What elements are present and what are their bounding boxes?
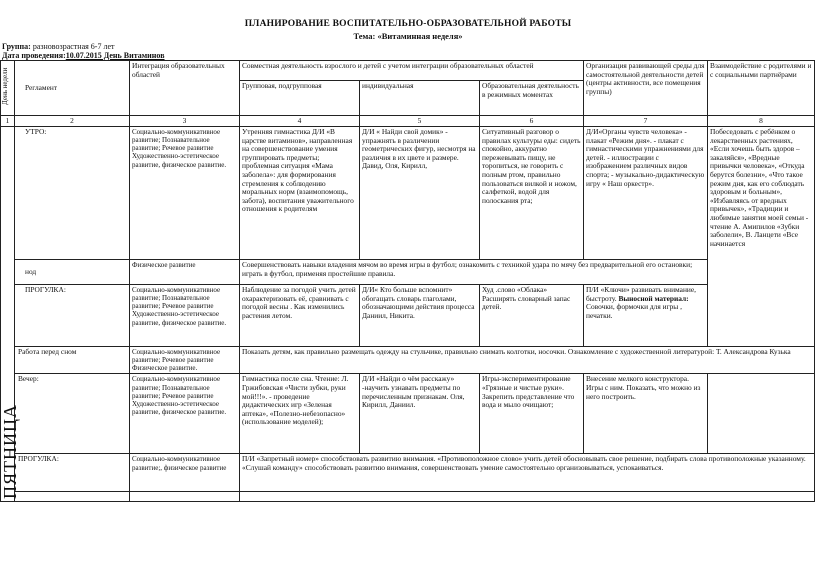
walk-environment (584, 285, 708, 347)
col-number: 3 (130, 116, 240, 127)
morning-environment: Д/И«Органы чувств человека» - плакат «Режим дня». - плакат с гимнастическими упражнениями для детей. - иллюстрации с изображением различных видов спорта; - музыкально-дидактическую игру « Наш оркестр». (584, 127, 708, 260)
column-numbers-row (1, 116, 815, 127)
col-number: 5 (360, 116, 480, 127)
group-line (2, 42, 115, 51)
day-header-cell (1, 61, 15, 116)
evening-group-activity: Гимнастика после сна. Чтение: Л. Гржибовская «Чисти зубки, руки мой!!!». - проведение дидактических игр «Зеленая аптека», «Полезно-небезопасно» (использование моделей); (240, 374, 360, 454)
day-cell (0, 127, 20, 502)
walk2-regulation: ПРОГУЛКА: (15, 454, 130, 492)
plan-table (0, 60, 815, 502)
parents-interaction: Побеседовать с ребёнком о лекарственных растениях, «Если хочешь быть здоров – закаляйся», «Вредные привычки человека», «Откуда берутся болезни», «Что такое режим дня, как его соблюдать здоровым и больным», «Избавляясь от вредных привычек», «Традиции и любимые занятия моей семьи - чтение А. Амипилов «Зубки заболели», В. Ланцети «Все начинается (708, 127, 815, 347)
walk-material: Совочки, формочки для игры , печатки. (586, 302, 682, 320)
empty-cell (240, 492, 815, 502)
walk-integration: Социально-коммуникативное развитие; Познавательное развитие; Речевое развитие Художественно-эстетическое развитие, физическое развитие. (130, 285, 240, 347)
walk-regulation: ПРОГУЛКА: (15, 285, 130, 347)
empty-cell (130, 492, 240, 502)
morning-row (1, 127, 815, 260)
col-number: 7 (584, 116, 708, 127)
day-header: День недели (1, 67, 9, 105)
evening-individual-activity: Д/И «Найди о чём расскажу» -научить узнавать предметы по перечисленным признакам. Оля, Кирилл, Даниил. (360, 374, 480, 454)
evening-regime-activity: Игры-экспериментирование «Грязные и чистые руки». Закрепить представление что вода и мыло очищают; (480, 374, 584, 454)
date-line (2, 51, 165, 60)
document-theme: Тема: «Витаминная неделя» (353, 31, 463, 41)
walk-individual-activity: Д/И« Кто больше вспомнит» обогащать словарь глаголами, обозначающими действия процесса Даниил, Никита. (360, 285, 480, 347)
before-sleep-content: Показать детям, как правильно размещать одежду на стульчике, правильно снимать колготки, носочки. Ознакомление с художественной литературой: Т. Александрова Кузька (240, 347, 815, 374)
empty-cell (15, 492, 130, 502)
walk-material-label: Выносной материал: (618, 293, 689, 303)
regime-activity-header: Образовательная деятельность в режимных моментах (480, 81, 584, 116)
morning-group-activity: Утренняя гимнастика Д/И «В царстве витаминов», направленная на совершенствование умения группировать предметы; проблемная ситуация «Мама заболела»: для формирования стремления к соблюдению моральных норм (взаимопомощь, забота), воспитания уважительного отношения к родителям (240, 127, 360, 260)
evening-environment: Внесение мелкого конструктора. Игры с ним. Показать, что можно из него построить. (584, 374, 708, 454)
morning-regime-activity: Ситуативный разговор о правилах культуры еды: сидеть спокойно, аккуратно пережевывать пищу, не торопиться, не говорить с полным ртом, правильно пользоваться вилкой и ножом, салфеткой, водой для полоскания рта; (480, 127, 584, 260)
morning-integration: Социально-коммуникативное развитие; Познавательное развитие; Речевое развитие Художественно-эстетическое развитие, физическое развитие. (130, 127, 240, 260)
header-row-1 (1, 61, 815, 81)
before-sleep-regulation: Работа перед сном (15, 347, 130, 374)
nod-integration: Физическое развитие (130, 260, 240, 285)
walk-env-text: П/И «Ключи» развивать внимание, быстроту. (586, 285, 696, 303)
empty-row (1, 492, 815, 502)
nod-content: Совершенствовать навыки владения мячом во время игры в футбол; ознакомить с техникой удара по мячу без предварительной его остановки; играть в футбол, применяя простейшие правила. (240, 260, 708, 285)
integration-header: Интеграция образовательных областей (130, 61, 240, 116)
date-label: Дата проведения: (2, 51, 66, 60)
regulation-header: Регламент (15, 61, 130, 116)
col-number: 8 (708, 116, 815, 127)
col-number: 2 (15, 116, 130, 127)
col-number: 6 (480, 116, 584, 127)
group-value: разновозрастная 6-7 лет (30, 42, 115, 51)
environment-header: Организация развивающей среды для самостоятельной деятельности детей (центры активности, все помещения группы) (584, 61, 708, 116)
walk-group-activity: Наблюдение за погодой учить детей охарактеризовать её, сравнивать с погодой весны . Как изменились растения летом. (240, 285, 360, 347)
individual-activity-header: индивидуальная (360, 81, 480, 116)
before-sleep-row (1, 347, 815, 374)
walk2-content: П/И «Запретный номер» способствовать развитию внимания. «Противоположное слово» учить детей обосновывать свое решение, подбирать слова противоположные указанному. «Слушай команду» способствовать развитию внимания, совершенствовать умение самостоятельно организовываться, успокаиваться. (240, 454, 815, 492)
nod-row (1, 260, 815, 285)
before-sleep-integration: Социально-коммуникативное развитие; Речевое развитие Физическое развитие. (130, 347, 240, 374)
nod-regulation: нод (15, 260, 130, 285)
date-value: 10.07.2015 День Витаминов (65, 51, 165, 60)
walk2-row (1, 454, 815, 492)
evening-parents (708, 374, 815, 454)
walk-regime-activity: Худ .слово «Облака» Расширять словарный запас детей. (480, 285, 584, 347)
evening-integration: Социально-коммуникативное развитие; Познавательное развитие; Речевое развитие Художественно-эстетическое развитие, физическое развитие. (130, 374, 240, 454)
parents-header: Взаимодействие с родителями и с социальными партнёрами (708, 61, 815, 116)
group-activity-header: Групповая, подгрупповая (240, 81, 360, 116)
document-title: ПЛАНИРОВАНИЕ ВОСПИТАТЕЛЬНО-ОБРАЗОВАТЕЛЬНОЙ РАБОТЫ (244, 19, 572, 29)
morning-regulation: УТРО: (15, 127, 130, 260)
evening-regulation: Вечер: (15, 374, 130, 454)
group-label: Группа: (2, 42, 31, 51)
joint-activity-header: Совместная деятельность взрослого и детей с учетом интеграции образовательных областей (240, 61, 584, 81)
morning-individual-activity: Д/И « Найди свой домик» - упражнять в различении геометрических фигур, несмотря на различия в их цвете и размере. Давид, Оля, Кирилл, (360, 127, 480, 260)
col-number: 4 (240, 116, 360, 127)
col-number: 1 (1, 116, 15, 127)
day-name: ПЯТНИЦА (0, 404, 20, 500)
evening-row (1, 374, 815, 454)
walk-row (1, 285, 815, 347)
walk2-integration: Социально-коммуникативное развитие;, физическое развитие (130, 454, 240, 492)
